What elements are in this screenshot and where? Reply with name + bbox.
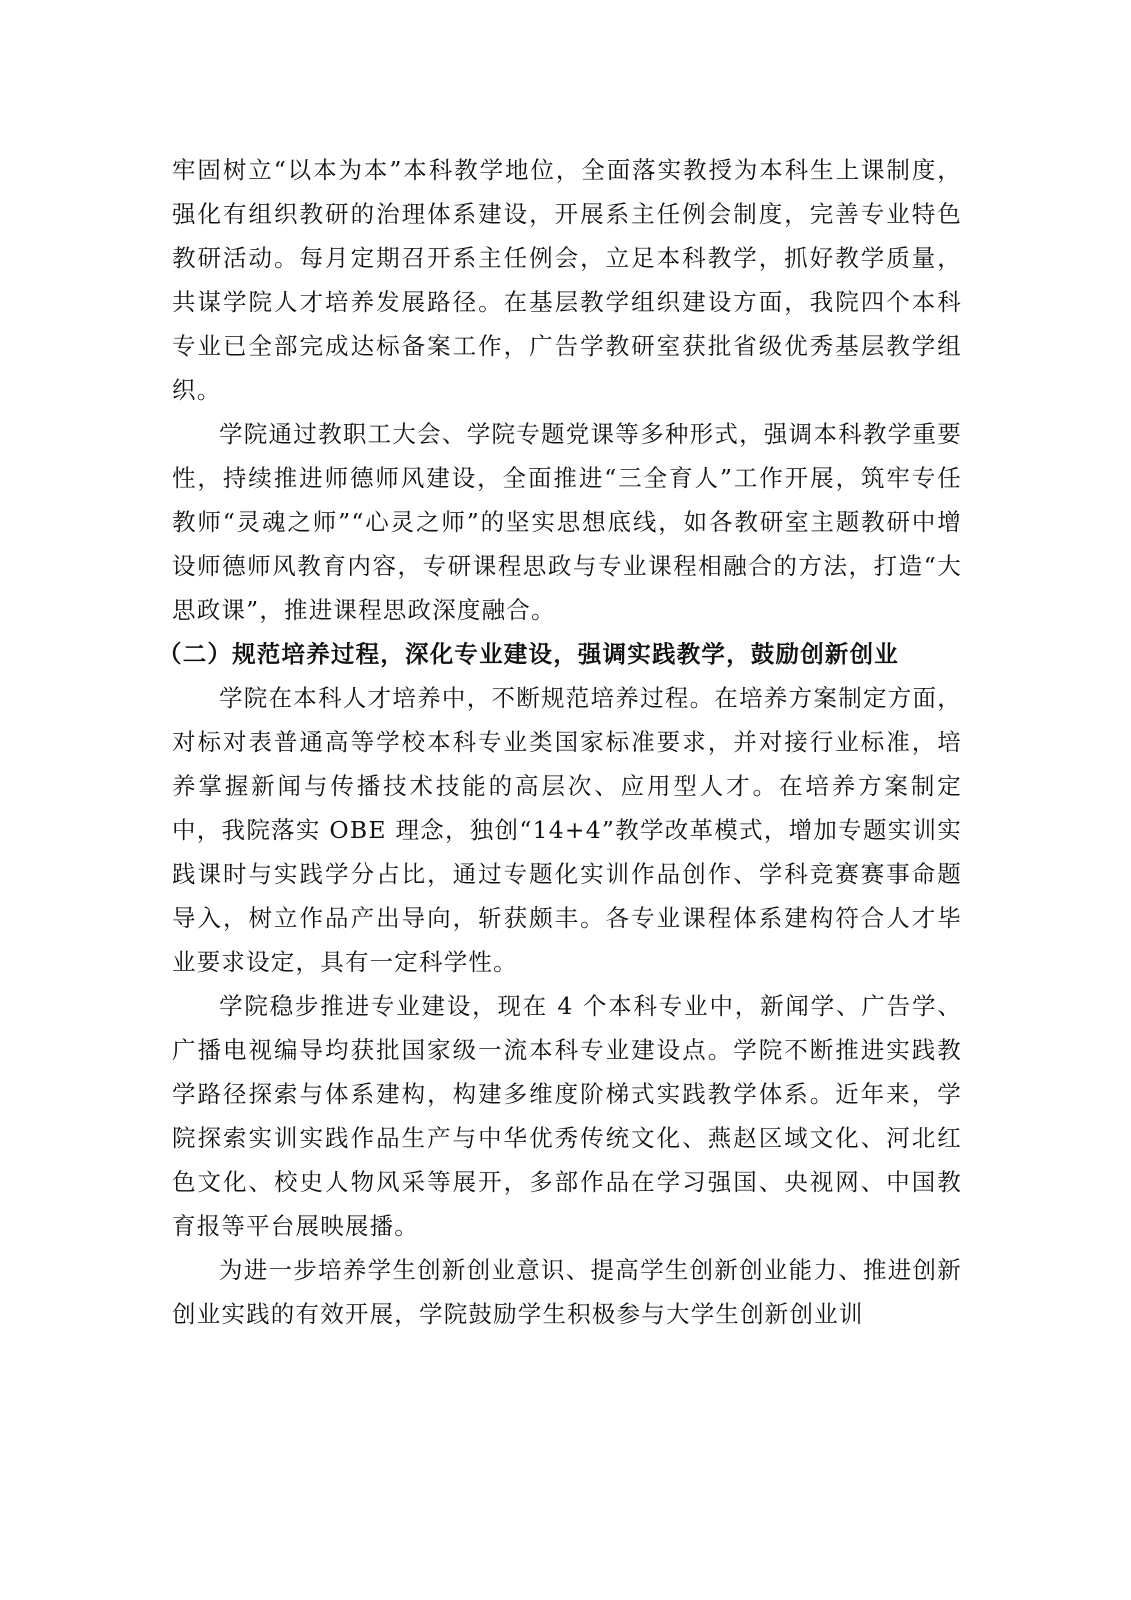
document-body — [158, 148, 962, 1336]
paragraph-1: 牢固树立“以本为本”本科教学地位，全面落实教授为本科生上课制度，强化有组织教研的治理体系建设，开展系主任例会制度，完善专业特色教研活动。每月定期召开系主任例会，立足本科教学，抓好教学质量，共谋学院人才培养发展路径。在基层教学组织建设方面，我院四个本科专业已全部完成达标备案工作，广告学教研室获批省级优秀基层教学组织。 — [172, 156, 962, 404]
paragraph-3: 学院在本科人才培养中，不断规范培养过程。在培养方案制定方面，对标对表普通高等学校本科专业类国家标准要求，并对接行业标准，培养掌握新闻与传播技术技能的高层次、应用型人才。在培养方案制定中，我院落实 OBE 理念，独创“14+4”教学改革模式，增加专题实训实践课时与实践学分占比，通过专题化实训作品创作、学科竞赛赛事命题导入，树立作品产出导向，斩获颇丰。各专业课程体系建构符合人才毕业要求设定，具有一定科学性。 — [172, 684, 962, 976]
paragraph-2: 学院通过教职工大会、学院专题党课等多种形式，强调本科教学重要性，持续推进师德师风建设，全面推进“三全育人”工作开展，筑牢专任教师“灵魂之师”“心灵之师”的坚实思想底线，如各教研室主题教研中增设师德师风教育内容，专研课程思政与专业课程相融合的方法，打造“大思政课”，推进课程思政深度融合。 — [172, 420, 962, 624]
paragraph-5: 为进一步培养学生创新创业意识、提高学生创新创业能力、推进创新创业实践的有效开展，学院鼓励学生积极参与大学生创新创业训 — [172, 1256, 962, 1328]
paragraph-4: 学院稳步推进专业建设，现在 4 个本科专业中，新闻学、广告学、广播电视编导均获批国家级一流本科专业建设点。学院不断推进实践教学路径探索与体系建构，构建多维度阶梯式实践教学体系。近年来，学院探索实训实践作品生产与中华优秀传统文化、燕赵区域文化、河北红色文化、校史人物风采等展开，多部作品在学习强国、央视网、中国教育报等平台展映展播。 — [172, 992, 962, 1240]
section-heading: （二）规范培养过程，深化专业建设，强调实践教学，鼓励创新创业 — [158, 640, 899, 668]
